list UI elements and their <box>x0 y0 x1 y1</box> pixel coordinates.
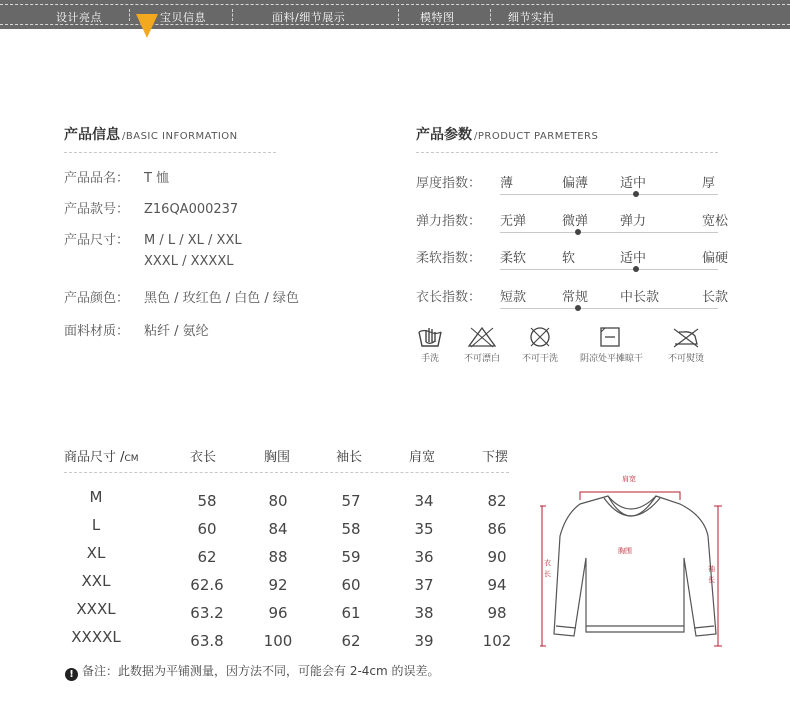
info-value: 黑色 / 玫红色 / 白色 / 绿色 <box>144 291 299 306</box>
param-scale-track <box>500 194 718 195</box>
measurement-cell: 36 <box>414 548 434 566</box>
header-label-text: 商品尺寸 / <box>64 450 125 465</box>
measurement-cell: 82 <box>487 492 507 510</box>
label-shoulder: 肩宽 <box>622 475 636 483</box>
size-cell: XL <box>86 544 106 562</box>
param-scale-track <box>500 232 718 233</box>
info-label: 产品款号： <box>64 202 130 217</box>
tshirt-outline-icon <box>538 466 728 656</box>
param-option: 宽松 <box>702 214 729 229</box>
measurement-cell: 57 <box>341 492 361 510</box>
measurement-cell: 94 <box>487 576 507 594</box>
tab-product-info[interactable]: 宝贝信息 <box>160 11 206 24</box>
header-unit: CM <box>124 454 139 464</box>
label-length: 衣长 <box>544 559 551 578</box>
basic-info-title: 产品信息 <box>64 127 120 143</box>
warning-icon: ! <box>65 668 78 681</box>
params-heading <box>416 124 598 144</box>
basic-info-subtitle: /BASIC INFORMATION <box>122 131 238 142</box>
info-row-material <box>64 320 209 339</box>
tab-separator <box>232 9 233 21</box>
measurement-cell: 37 <box>414 576 434 594</box>
measurement-cell: 63.2 <box>190 604 224 622</box>
measurement-cell: 102 <box>482 632 512 650</box>
info-label: 面料材质： <box>64 324 130 339</box>
divider <box>64 152 276 153</box>
param-label: 厚度指数： <box>416 176 482 191</box>
param-option: 无弹 <box>500 214 527 229</box>
measurement-cell: 62 <box>197 548 217 566</box>
measurement-cell: 58 <box>197 492 217 510</box>
measurement-cell: 60 <box>197 520 217 538</box>
measurement-cell: 39 <box>414 632 434 650</box>
param-indicator-dot <box>633 266 639 272</box>
measurement-cell: 90 <box>487 548 507 566</box>
param-scale-track <box>500 308 718 309</box>
param-label: 弹力指数： <box>416 214 482 229</box>
label-chest: 胸围 <box>618 547 632 555</box>
info-row-name <box>64 167 169 186</box>
measurement-note <box>65 662 440 681</box>
param-option: 弹力 <box>620 214 647 229</box>
size-cell: L <box>91 516 101 534</box>
param-option: 长款 <box>702 290 729 305</box>
divider <box>64 472 509 473</box>
care-label: 手洗 <box>420 354 439 364</box>
param-option: 偏硬 <box>702 251 729 266</box>
measurement-cell: 88 <box>268 548 288 566</box>
basic-info-heading <box>64 124 238 144</box>
info-value-continued: XXXL / XXXXL <box>144 254 234 269</box>
measurement-cell: 58 <box>341 520 361 538</box>
measurement-cell: 96 <box>268 604 288 622</box>
stitch-line-top <box>0 4 790 5</box>
care-item <box>510 326 570 364</box>
param-indicator-dot <box>575 229 581 235</box>
tab-separator <box>129 9 130 21</box>
param-option: 微弹 <box>562 214 589 229</box>
param-option: 柔软 <box>500 251 527 266</box>
column-header: 胸围 <box>264 450 291 465</box>
no-dry-clean-icon <box>528 326 552 348</box>
divider <box>416 152 718 153</box>
info-label: 产品品名： <box>64 171 130 186</box>
measurement-cell: 63.8 <box>190 632 224 650</box>
info-value: 粘纤 / 氨纶 <box>144 324 209 339</box>
measurement-cell: 98 <box>487 604 507 622</box>
top-navigation-bar <box>0 0 790 29</box>
measurement-cell: 62.6 <box>190 576 224 594</box>
param-label: 衣长指数： <box>416 290 482 305</box>
stitch-line-bottom <box>0 24 790 25</box>
size-cell: XXXXL <box>71 628 121 646</box>
info-row-sizes <box>64 229 242 248</box>
size-cell: M <box>89 488 103 506</box>
param-option: 软 <box>562 251 576 266</box>
measurement-cell: 61 <box>341 604 361 622</box>
column-header: 肩宽 <box>409 450 436 465</box>
tab-model-photos[interactable]: 模特图 <box>420 11 455 24</box>
info-label: 产品颜色： <box>64 291 130 306</box>
no-bleach-icon <box>467 326 497 348</box>
param-scale-track <box>500 269 718 270</box>
measurement-cell: 60 <box>341 576 361 594</box>
tab-separator <box>398 9 399 21</box>
measurement-cell: 86 <box>487 520 507 538</box>
param-label: 柔软指数： <box>416 251 482 266</box>
dry-flat-shade-icon <box>599 326 621 348</box>
param-option: 常规 <box>562 290 589 305</box>
param-option: 中长款 <box>620 290 660 305</box>
tab-separator <box>490 9 491 21</box>
hand-wash-icon <box>416 326 444 348</box>
measurement-cell: 92 <box>268 576 288 594</box>
param-option: 适中 <box>620 176 647 191</box>
measurement-diagram <box>538 466 728 656</box>
size-cell: XXXL <box>76 600 116 618</box>
param-option: 偏薄 <box>562 176 589 191</box>
param-option: 厚 <box>702 176 716 191</box>
care-item <box>656 326 716 364</box>
care-item <box>580 326 644 364</box>
measurement-cell: 62 <box>341 632 361 650</box>
info-label: 产品尺寸： <box>64 233 130 248</box>
measurement-cell: 84 <box>268 520 288 538</box>
tab-design-highlights[interactable]: 设计亮点 <box>56 11 102 24</box>
measurement-cell: 35 <box>414 520 434 538</box>
label-sleeve: 袖长 <box>708 565 715 584</box>
no-iron-icon <box>671 326 701 348</box>
info-row-style-no <box>64 198 238 217</box>
care-label: 阴凉处平摊晾干 <box>580 354 644 364</box>
care-label: 不可干洗 <box>521 354 558 364</box>
note-text: 备注：此数据为平铺测量，因方法不同，可能会有 2-4cm 的误差。 <box>82 664 440 678</box>
column-header: 袖长 <box>336 450 363 465</box>
care-label: 不可熨烫 <box>667 354 704 364</box>
info-value: M / L / XL / XXL <box>144 233 242 248</box>
info-value: Z16QA000237 <box>144 202 239 217</box>
column-header: 下摆 <box>482 450 509 465</box>
param-option: 短款 <box>500 290 527 305</box>
param-option: 适中 <box>620 251 647 266</box>
info-value: T 恤 <box>144 171 170 186</box>
care-item <box>400 326 460 364</box>
info-row-colors <box>64 287 299 306</box>
measurement-cell: 59 <box>341 548 361 566</box>
measurement-cell: 100 <box>263 632 293 650</box>
param-indicator-dot <box>633 191 639 197</box>
measurement-cell: 34 <box>414 492 434 510</box>
measurement-cell: 80 <box>268 492 288 510</box>
params-title: 产品参数 <box>416 127 472 143</box>
care-label: 不可漂白 <box>463 354 500 364</box>
column-header: 衣长 <box>190 450 217 465</box>
active-tab-marker-icon <box>136 14 158 38</box>
param-option: 薄 <box>500 176 514 191</box>
size-table-header-label <box>64 446 139 465</box>
params-subtitle: /PRODUCT PARMETERS <box>474 131 599 142</box>
care-item <box>452 326 512 364</box>
param-indicator-dot <box>575 305 581 311</box>
size-cell: XXL <box>81 572 111 590</box>
tab-fabric-details[interactable]: 面料/细节展示 <box>272 11 346 24</box>
tab-detail-photos[interactable]: 细节实拍 <box>508 11 554 24</box>
measurement-cell: 38 <box>414 604 434 622</box>
